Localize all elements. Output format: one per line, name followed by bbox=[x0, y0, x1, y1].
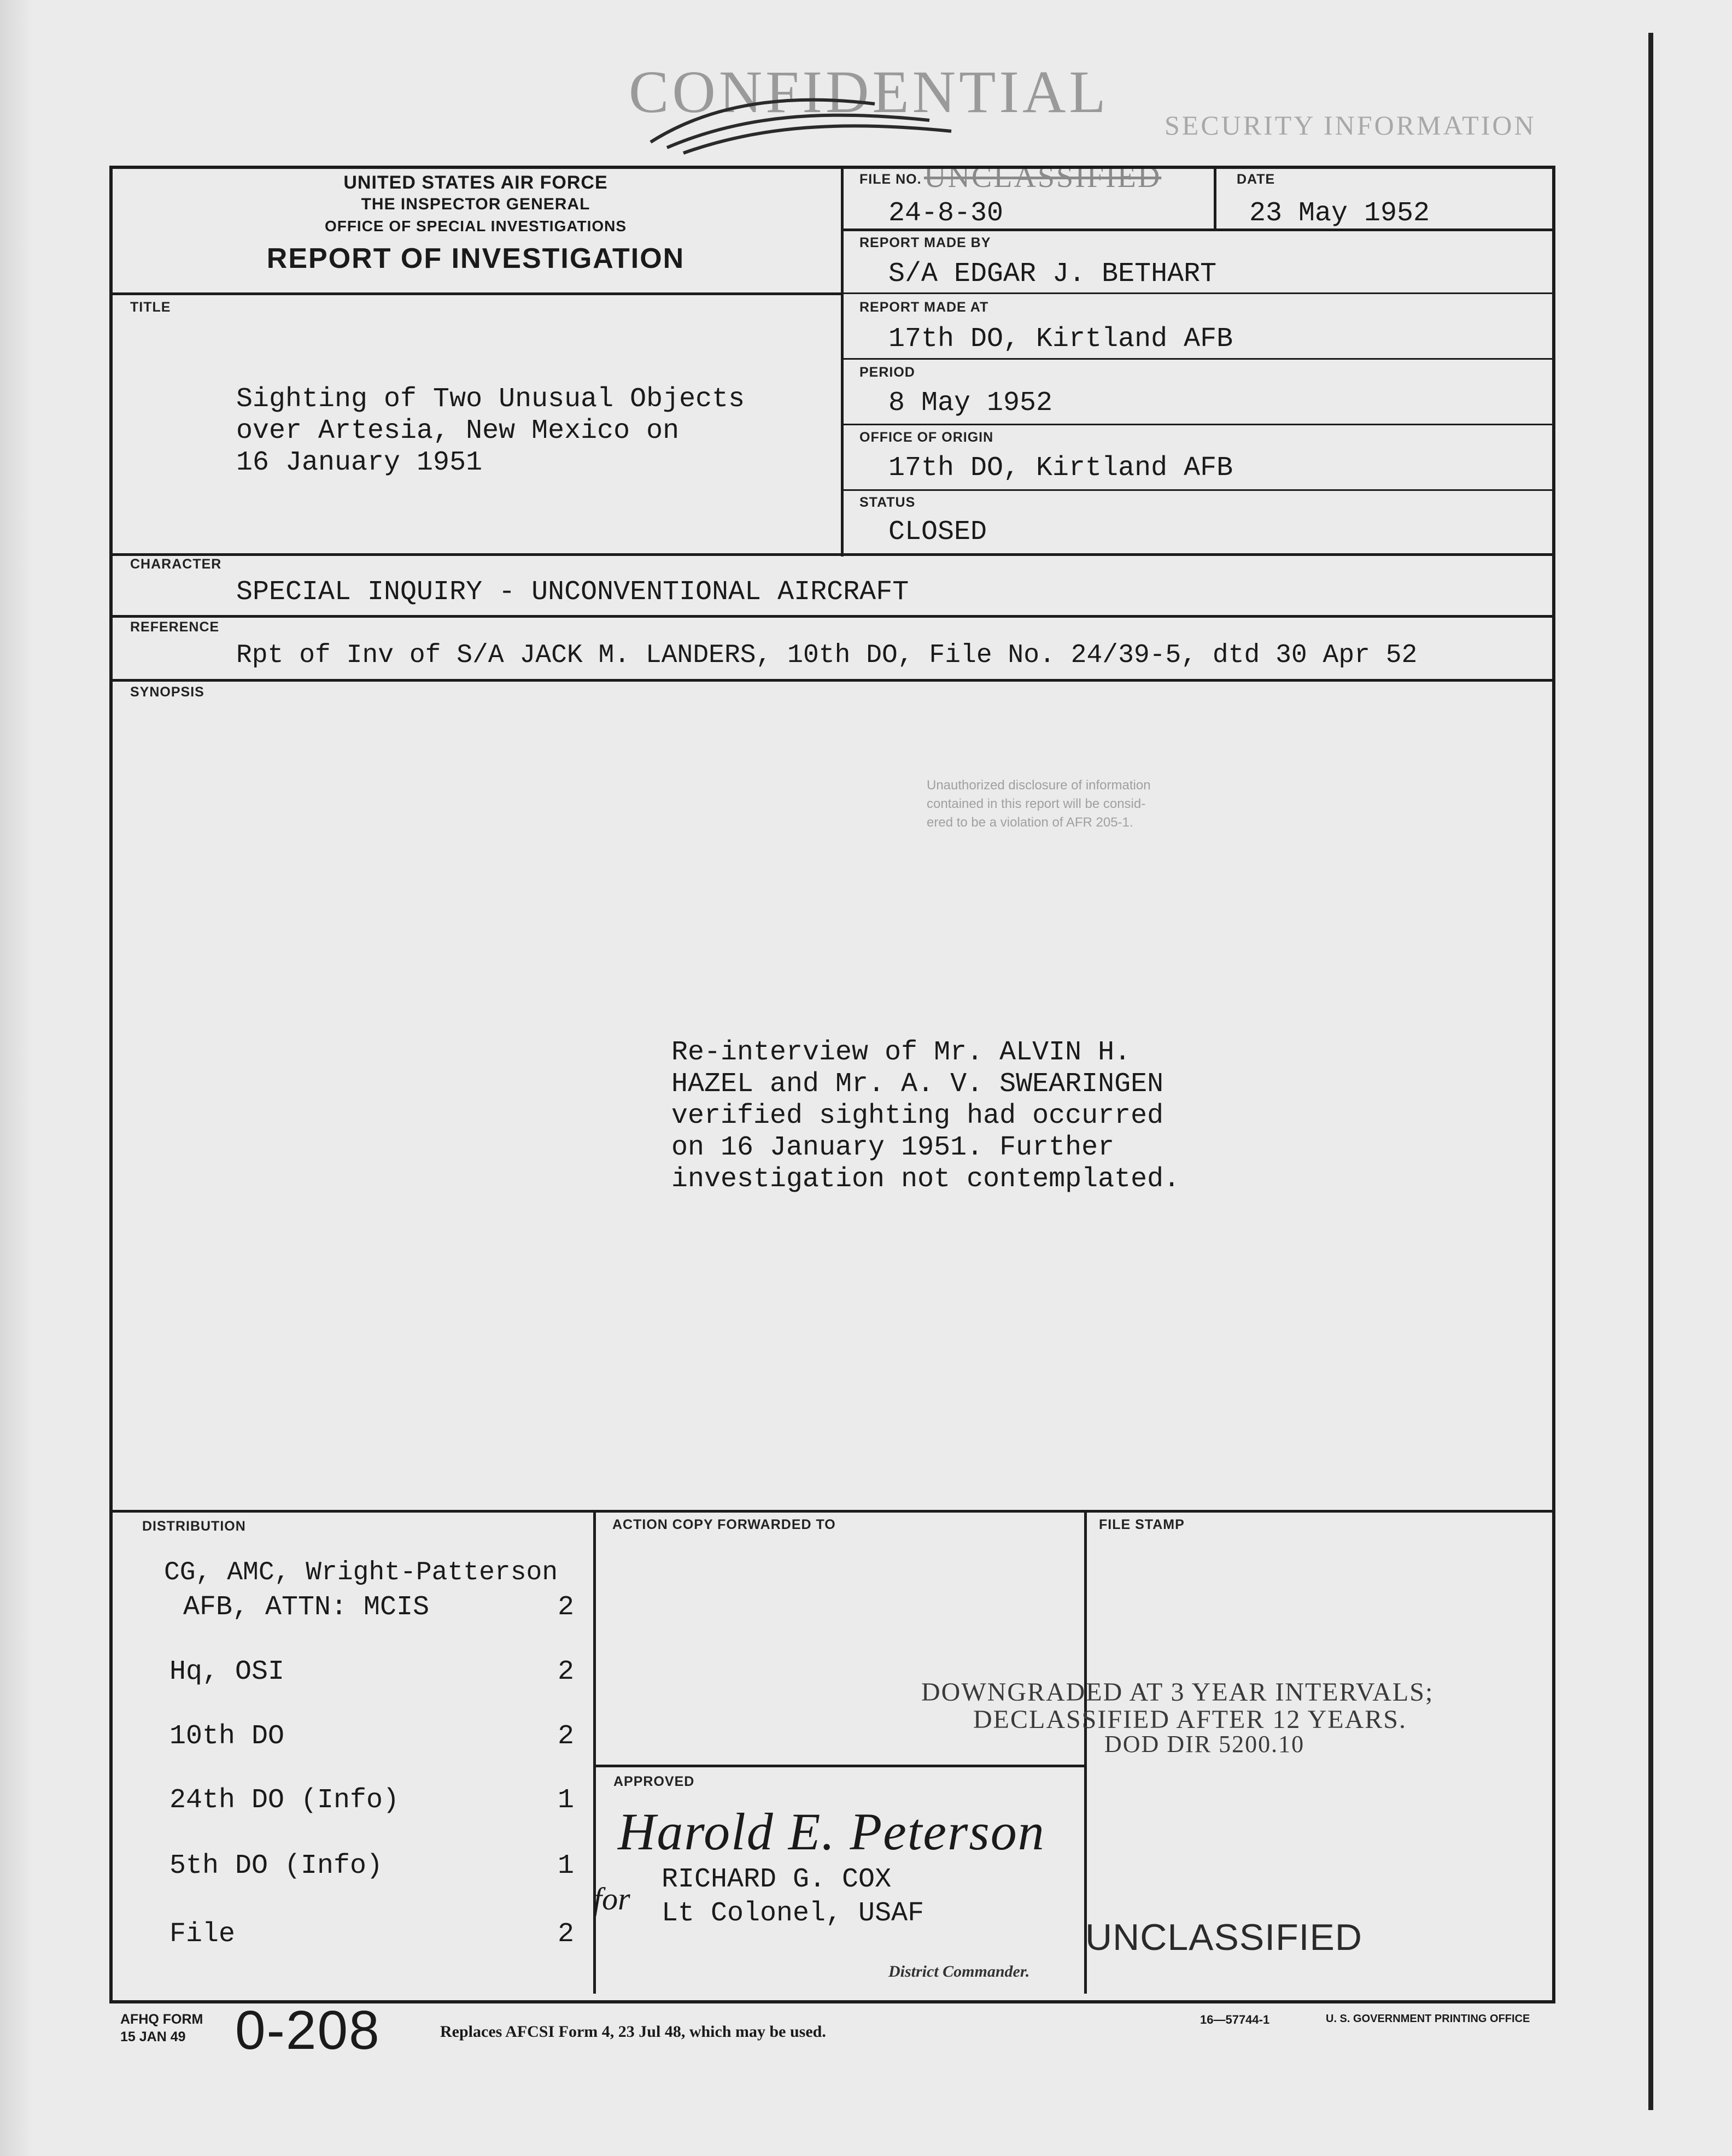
report-made-at-label: REPORT MADE AT bbox=[859, 300, 989, 315]
distribution-item-1-line2: AFB, ATTN: MCIS bbox=[183, 1592, 430, 1623]
date-value: 23 May 1952 bbox=[1249, 198, 1430, 229]
distribution-item-3: 10th DO bbox=[169, 1721, 285, 1752]
scan-left-edge bbox=[0, 0, 33, 2156]
downgrade-line-2: DECLASSIFIED AFTER 12 YEARS. bbox=[973, 1705, 1407, 1734]
character-label: CHARACTER bbox=[130, 556, 222, 572]
synopsis-line-1: Re-interview of Mr. ALVIN H. bbox=[671, 1037, 1131, 1068]
synopsis-line-4: on 16 January 1951. Further bbox=[671, 1132, 1115, 1163]
distribution-item-6-copies: 2 bbox=[558, 1919, 575, 1950]
header-line2: THE INSPECTOR GENERAL bbox=[361, 195, 590, 213]
distribution-item-4: 24th DO (Info) bbox=[169, 1785, 400, 1816]
form-number: 0-208 bbox=[235, 2000, 381, 2061]
header-line3: OFFICE OF SPECIAL INVESTIGATIONS bbox=[324, 218, 627, 235]
action-copy-label: ACTION COPY FORWARDED TO bbox=[612, 1517, 836, 1532]
downgrade-line-3: DOD DIR 5200.10 bbox=[1104, 1731, 1305, 1757]
office-of-origin-value: 17th DO, Kirtland AFB bbox=[888, 453, 1233, 484]
file-no-label: FILE NO. bbox=[859, 172, 922, 187]
replaces-note: Replaces AFCSI Form 4, 23 Jul 48, which may be used. bbox=[440, 2023, 826, 2041]
distribution-item-2-copies: 2 bbox=[558, 1656, 575, 1688]
for-annotation: for bbox=[593, 1881, 630, 1917]
form-label-line2: 15 JAN 49 bbox=[120, 2029, 186, 2044]
office-of-origin-label: OFFICE OF ORIGIN bbox=[859, 430, 994, 445]
title-line-1: Sighting of Two Unusual Objects bbox=[236, 384, 745, 415]
synopsis-line-2: HAZEL and Mr. A. V. SWEARINGEN bbox=[671, 1069, 1164, 1100]
period-label: PERIOD bbox=[859, 365, 915, 380]
status-label: STATUS bbox=[859, 495, 916, 510]
distribution-item-6: File bbox=[169, 1919, 236, 1950]
file-no-value: 24-8-30 bbox=[888, 198, 1004, 229]
approved-label: APPROVED bbox=[613, 1774, 695, 1789]
confidential-stamp: CONFIDENTIAL bbox=[629, 58, 1109, 125]
disclosure-warning bbox=[927, 776, 1151, 832]
printing-office: U. S. GOVERNMENT PRINTING OFFICE bbox=[1326, 2013, 1530, 2025]
synopsis-line-3: verified sighting had occurred bbox=[671, 1100, 1164, 1132]
distribution-item-5-copies: 1 bbox=[558, 1850, 575, 1882]
unclassified-stamp: UNCLASSIFIED bbox=[1085, 1917, 1362, 1958]
warning-line-2: contained in this report will be consid- bbox=[927, 796, 1146, 811]
approver-name: RICHARD G. COX bbox=[662, 1864, 892, 1895]
approver-signature: Harold E. Peterson bbox=[618, 1802, 1045, 1861]
period-value: 8 May 1952 bbox=[888, 388, 1053, 419]
unclassified-struck-stamp: UNCLASSIFIED bbox=[924, 160, 1162, 194]
downgrade-line-1: DOWNGRADED AT 3 YEAR INTERVALS; bbox=[921, 1678, 1434, 1707]
distribution-item-1-line1: CG, AMC, Wright-Patterson bbox=[164, 1558, 558, 1587]
stamp-scribble bbox=[645, 82, 973, 159]
print-code: 16—57744-1 bbox=[1200, 2013, 1270, 2026]
reference-value: Rpt of Inv of S/A JACK M. LANDERS, 10th DO, File No. 24/39-5, dtd 30 Apr 52 bbox=[236, 641, 1418, 670]
synopsis-label: SYNOPSIS bbox=[130, 684, 204, 700]
reference-label: REFERENCE bbox=[130, 619, 220, 635]
character-value: SPECIAL INQUIRY - UNCONVENTIONAL AIRCRAFT bbox=[236, 577, 909, 608]
date-label: DATE bbox=[1237, 172, 1275, 187]
report-made-at-value: 17th DO, Kirtland AFB bbox=[888, 324, 1233, 355]
distribution-item-2: Hq, OSI bbox=[169, 1656, 285, 1688]
report-made-by-label: REPORT MADE BY bbox=[859, 235, 991, 250]
warning-line-3: ered to be a violation of AFR 205-1. bbox=[927, 815, 1133, 830]
security-information-stamp: SECURITY INFORMATION bbox=[1165, 110, 1536, 140]
title-label: TITLE bbox=[130, 300, 171, 315]
header-line1: UNITED STATES AIR FORCE bbox=[343, 172, 608, 193]
approver-role: District Commander. bbox=[888, 1962, 1030, 1981]
warning-line-1: Unauthorized disclosure of information bbox=[927, 778, 1151, 793]
title-line-3: 16 January 1951 bbox=[236, 447, 483, 478]
form-label-line1: AFHQ FORM bbox=[120, 2012, 203, 2027]
distribution-item-1-copies: 2 bbox=[558, 1592, 575, 1623]
report-title: REPORT OF INVESTIGATION bbox=[266, 243, 685, 274]
synopsis-line-5: investigation not contemplated. bbox=[671, 1164, 1180, 1195]
file-stamp-label: FILE STAMP bbox=[1099, 1517, 1185, 1532]
report-made-by-value: S/A EDGAR J. BETHART bbox=[888, 259, 1217, 290]
distribution-item-3-copies: 2 bbox=[558, 1721, 575, 1752]
scan-right-edge bbox=[1648, 33, 1653, 2110]
distribution-item-5: 5th DO (Info) bbox=[169, 1850, 383, 1882]
title-line-2: over Artesia, New Mexico on bbox=[236, 415, 680, 447]
distribution-label: DISTRIBUTION bbox=[142, 1519, 246, 1534]
distribution-item-4-copies: 1 bbox=[558, 1785, 575, 1816]
status-value: CLOSED bbox=[888, 517, 987, 548]
approver-rank: Lt Colonel, USAF bbox=[662, 1898, 924, 1929]
